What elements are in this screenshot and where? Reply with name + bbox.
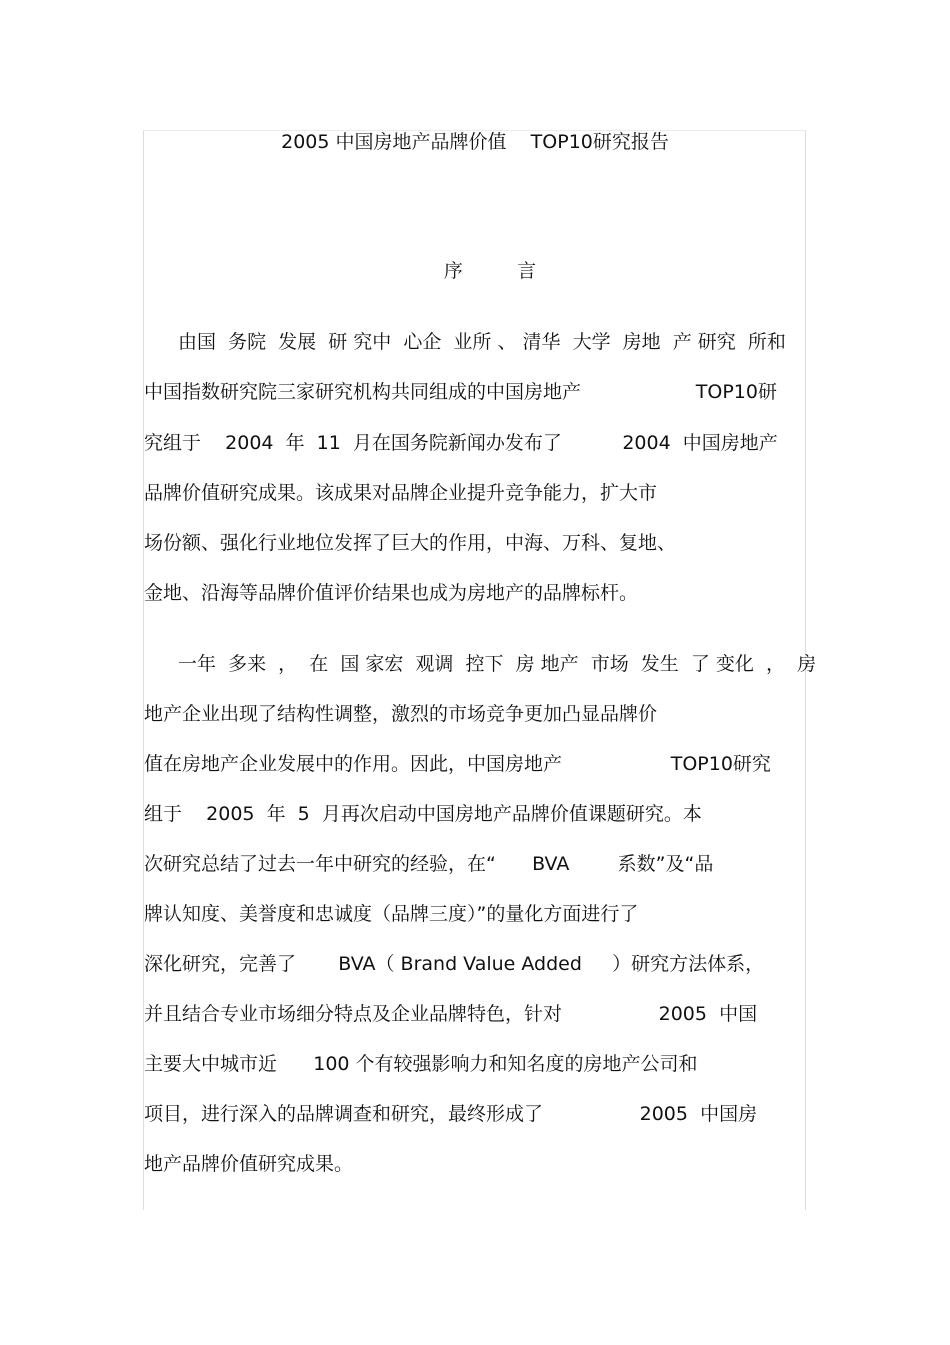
paragraph-2-line-10: 项目，进行深入的品牌调查和研究，最终形成了 2005 中国房 xyxy=(144,1103,758,1125)
paragraph-2-line-3: 值在房地产企业发展中的作用。因此，中国房地产 TOP10研究 xyxy=(144,753,771,775)
paragraph-2-line-6: 牌认知度、美誉度和忠诚度（品牌三度）”的量化方面进行了 xyxy=(144,903,639,925)
paragraph-2-line-8: 并且结合专业市场细分特点及企业品牌特色，针对 2005 中国 xyxy=(144,1003,758,1025)
preface-heading: 序 言 xyxy=(443,260,537,282)
document-title: 2005 中国房地产品牌价值 TOP10研究报告 xyxy=(281,131,669,153)
paragraph-1-line-5: 场份额、强化行业地位发挥了巨大的作用，中海、万科、复地、 xyxy=(144,532,677,554)
paragraph-2-line-11: 地产品牌价值研究成果。 xyxy=(144,1153,354,1175)
paragraph-1-line-3: 究组于 2004 年 11 月在国务院新闻办发布了 2004 中国房地产 xyxy=(144,432,778,454)
paragraph-2-line-4: 组于 2005 年 5 月再次启动中国房地产品牌价值课题研究。本 xyxy=(144,803,702,825)
paragraph-1-line-4: 品牌价值研究成果。该成果对品牌企业提升竞争能力，扩大市 xyxy=(144,482,658,504)
paragraph-2-line-9: 主要大中城市近 100 个有较强影响力和知名度的房地产公司和 xyxy=(144,1053,698,1075)
paragraph-1-line-6: 金地、沿海等品牌价值评价结果也成为房地产的品牌标杆。 xyxy=(144,582,639,604)
paragraph-1-line-2: 中国指数研究院三家研究机构共同组成的中国房地产 TOP10研 xyxy=(144,381,777,403)
paragraph-2-line-7: 深化研究，完善了 BVA（ Brand Value Added ）研究方法体系， xyxy=(144,953,765,975)
paragraph-1-line-1: 由国 务院 发展 研 究中 心企 业所 、 清华 大学 房地 产 研究 所和 xyxy=(178,331,786,353)
paragraph-2-line-2: 地产企业出现了结构性调整，激烈的市场竞争更加凸显品牌价 xyxy=(144,703,658,725)
paragraph-2-line-5: 次研究总结了过去一年中研究的经验，在“ BVA 系数”及“品 xyxy=(144,853,714,875)
paragraph-2-line-1: 一年 多来 ， 在 国 家宏 观调 控下 房 地产 市场 发生 了 变化 ， 房 xyxy=(178,653,817,675)
